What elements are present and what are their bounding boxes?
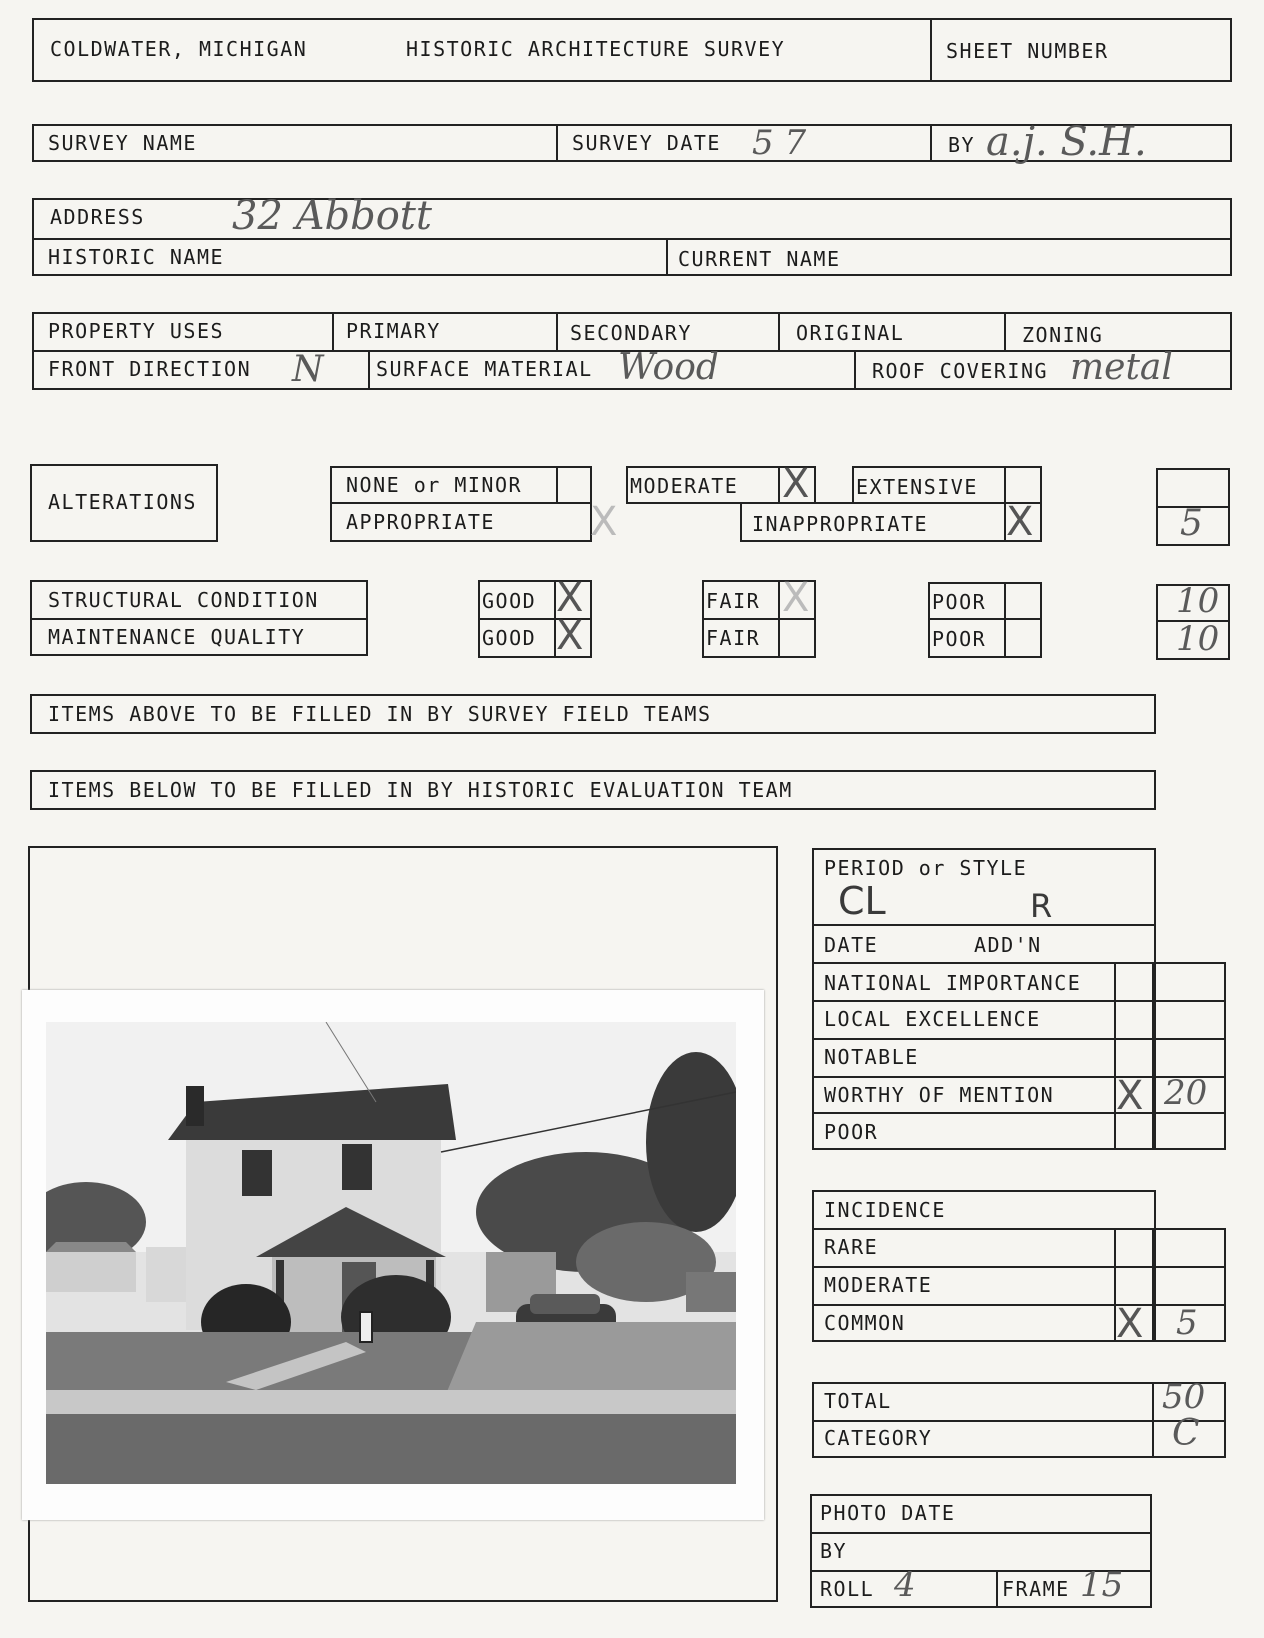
current-name-label: CURRENT NAME [678, 247, 841, 271]
incidence-rule-2 [812, 1266, 1226, 1268]
rare-label: RARE [824, 1235, 879, 1259]
property-div-3 [778, 312, 780, 350]
incidence-moderate-label: MODERATE [824, 1273, 933, 1297]
survey-name-label: SURVEY NAME [48, 131, 197, 155]
sheet-number-label: SHEET NUMBER [946, 39, 1109, 63]
address-rule [32, 238, 1232, 240]
poor-structural-label: POOR [932, 590, 987, 614]
poor-divider [1004, 582, 1006, 658]
inappropriate-mark: X [1006, 499, 1034, 545]
survey-divider-2 [930, 124, 932, 162]
header-city: COLDWATER, MICHIGAN [50, 37, 308, 61]
appropriate-label: APPROPRIATE [346, 510, 495, 534]
surface-material-value: Wood [618, 347, 719, 388]
fair-structural-label: FAIR [706, 589, 761, 613]
structural-condition-label: STRUCTURAL CONDITION [48, 588, 319, 612]
zoning-label: ZONING [1022, 323, 1104, 347]
front-direction-label: FRONT DIRECTION [48, 357, 252, 381]
date-label: DATE [824, 933, 879, 957]
survey-divider-1 [556, 124, 558, 162]
worthy-mark: X [1116, 1073, 1144, 1119]
secondary-label: SECONDARY [570, 321, 692, 345]
roll-label: ROLL [820, 1577, 875, 1601]
maintenance-score: 10 [1176, 619, 1220, 659]
property-div-2 [556, 312, 558, 350]
roof-covering-label: ROOF COVERING [872, 359, 1049, 383]
period-style-value-1: CL [838, 879, 886, 923]
common-label: COMMON [824, 1311, 906, 1335]
incidence-rule-1 [812, 1228, 1156, 1230]
photo-info-rule-1 [810, 1532, 1152, 1534]
photo-info-divider [996, 1570, 998, 1608]
front-direction-value: N [292, 349, 324, 390]
roll-value: 4 [894, 1565, 916, 1605]
incidence-check-divider [1152, 1228, 1154, 1342]
photo-by-label: BY [820, 1539, 848, 1563]
header-divider [930, 18, 932, 82]
condition-label-rule [30, 618, 368, 620]
moderate-mark: X [782, 461, 810, 507]
moderate-label: MODERATE [630, 474, 739, 498]
surface-material-label: SURFACE MATERIAL [376, 357, 593, 381]
extensive-label: EXTENSIVE [856, 475, 978, 499]
category-value: C [1172, 1413, 1200, 1454]
local-excellence-label: LOCAL EXCELLENCE [824, 1007, 1041, 1031]
appropriate-mark: X [590, 499, 618, 545]
original-label: ORIGINAL [796, 321, 905, 345]
good-structural-mark: X [556, 575, 584, 621]
total-value: 50 [1162, 1377, 1206, 1417]
maintenance-quality-label: MAINTENANCE QUALITY [48, 625, 306, 649]
historic-name-label: HISTORIC NAME [48, 245, 225, 269]
roof-covering-value: metal [1070, 347, 1173, 388]
photo-date-label: PHOTO DATE [820, 1501, 956, 1525]
notable-label: NOTABLE [824, 1045, 919, 1069]
incidence-rule-3 [812, 1304, 1226, 1306]
note-above: ITEMS ABOVE TO BE FILLED IN BY SURVEY FIELD TEAMS [48, 702, 712, 726]
none-minor-label: NONE or MINOR [346, 473, 523, 497]
good-structural-label: GOOD [482, 589, 537, 613]
poor-maintenance-label: POOR [932, 627, 987, 651]
incidence-label: INCIDENCE [824, 1198, 946, 1222]
address-value: 32 Abbott [232, 193, 432, 239]
eval-rule-2 [812, 962, 1226, 964]
survey-date-value: 5 7 [752, 123, 807, 163]
evaluation-score-column [1114, 962, 1226, 1150]
survey-date-label: SURVEY DATE [572, 131, 721, 155]
note-below: ITEMS BELOW TO BE FILLED IN BY HISTORIC EVALUATION TEAM [48, 778, 793, 802]
frame-value: 15 [1080, 1565, 1124, 1605]
property-div-5 [368, 350, 370, 390]
eval-rule-4 [812, 1038, 1226, 1040]
survey-by-label: BY [948, 133, 976, 157]
frame-label: FRAME [1002, 1577, 1070, 1601]
none-minor-check-divider [556, 466, 558, 504]
eval-poor-label: POOR [824, 1120, 879, 1144]
alterations-label: ALTERATIONS [48, 490, 197, 514]
property-uses-label: PROPERTY USES [48, 319, 225, 343]
category-label: CATEGORY [824, 1426, 933, 1450]
fair-divider [778, 580, 780, 658]
total-divider [1152, 1382, 1154, 1458]
period-style-value-2: R [1030, 887, 1053, 925]
good-maintenance-label: GOOD [482, 626, 537, 650]
common-score: 5 [1176, 1303, 1198, 1343]
fair-maintenance-label: FAIR [706, 626, 761, 650]
property-div-1 [332, 312, 334, 350]
survey-by-value: a.j. S.H. [986, 119, 1147, 165]
structural-score: 10 [1176, 581, 1220, 621]
eval-rule-3 [812, 1000, 1226, 1002]
address-divider [666, 238, 668, 276]
worthy-of-mention-label: WORTHY OF MENTION [824, 1083, 1055, 1107]
header-title: HISTORIC ARCHITECTURE SURVEY [406, 37, 786, 61]
total-label: TOTAL [824, 1389, 892, 1413]
eval-rule-1 [812, 924, 1156, 926]
poor-rule [928, 618, 1042, 620]
moderate-check-divider [778, 466, 780, 504]
good-maintenance-mark: X [556, 613, 584, 659]
house-photo-image [46, 1022, 736, 1484]
address-label: ADDRESS [50, 205, 145, 229]
alterations-score: 5 [1180, 503, 1203, 544]
property-div-6 [854, 350, 856, 390]
worthy-score: 20 [1164, 1073, 1208, 1113]
eval-check-divider [1152, 962, 1154, 1150]
total-rule [812, 1420, 1226, 1422]
primary-label: PRIMARY [346, 319, 441, 343]
property-div-4 [1004, 312, 1006, 350]
inappropriate-label: INAPPROPRIATE [752, 512, 929, 536]
period-style-label: PERIOD or STYLE [824, 856, 1028, 880]
fair-structural-mark: X [782, 575, 810, 621]
addn-label: ADD'N [974, 933, 1042, 957]
national-importance-label: NATIONAL IMPORTANCE [824, 971, 1082, 995]
house-photo [22, 990, 764, 1520]
common-mark: X [1116, 1301, 1144, 1347]
